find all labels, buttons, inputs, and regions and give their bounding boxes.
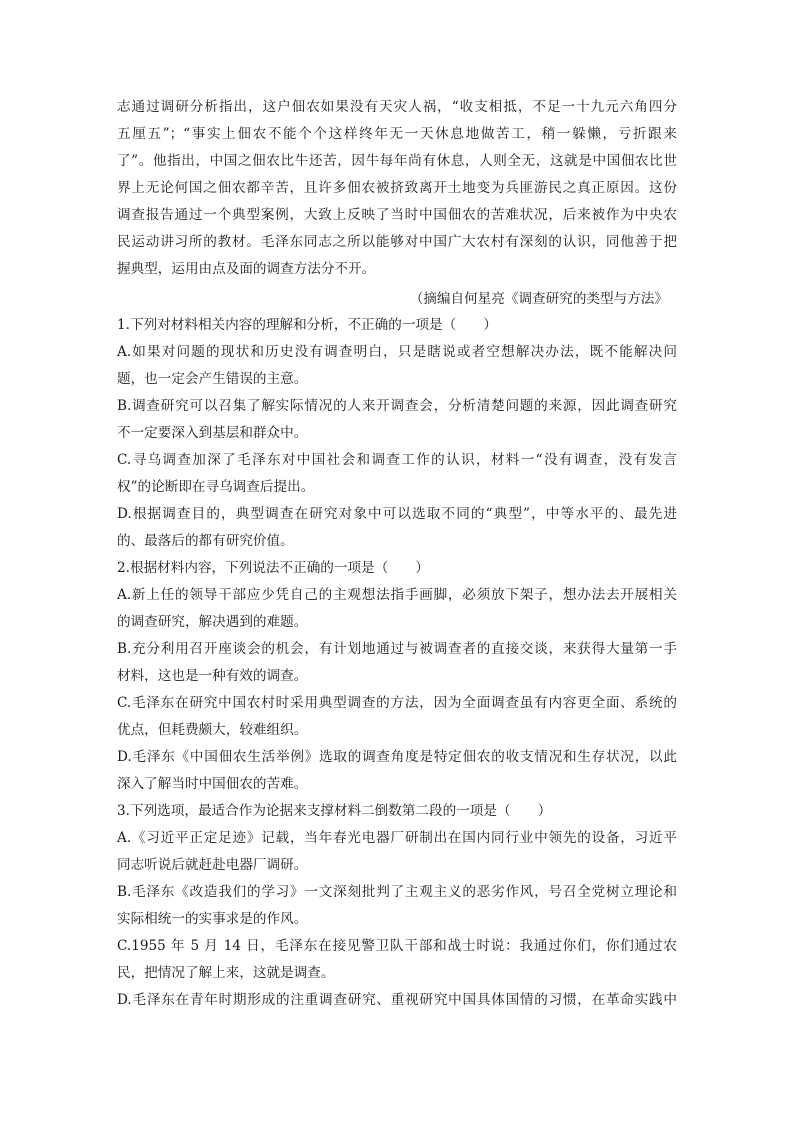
option-line: 同志听说后就赶赴电器厂调研。 <box>117 857 308 873</box>
option-line: 深入了解当时中国佃农的苦难。 <box>117 776 308 792</box>
option-line: 不一定要深入到基层和群众中。 <box>117 425 308 441</box>
source-citation: （摘编自何星亮《调查研究的类型与方法》 <box>409 291 668 307</box>
passage-line: 握典型，运用由点及面的调查方法分不开。 <box>117 261 376 277</box>
option-line: A.如果对问题的现状和历史没有调查明白，只是瞎说或者空想解决办法，既不能解决问 <box>117 344 677 360</box>
option-line: A.新上任的领导干部应少凭自己的主观想法指手画脚，必须放下架子，想办法去开展相关 <box>117 587 677 603</box>
option-line: B.调查研究可以召集了解实际情况的人来开调查会，分析清楚问题的来源，因此调查研究 <box>117 398 677 414</box>
option-line: 民，把情况了解上来，这就是调查。 <box>117 965 335 981</box>
option-line: 的、最落后的都有研究价值。 <box>117 533 294 549</box>
option-d[interactable] <box>117 987 677 1014</box>
option-d[interactable] <box>117 744 677 798</box>
question-stem: 1.下列对材料相关内容的理解和分析，不正确的一项是（ ） <box>117 317 497 333</box>
option-line: C.1955 年 5 月 14 日，毛泽东在接见警卫队干部和战士时说：我通过你们，你们通过农 <box>117 938 677 954</box>
option-line: 材料，这也是一种有效的调查。 <box>117 668 308 684</box>
passage-line: 界上无论何国之佃农都辛苦，且许多佃农被挤致离开土地变为兵匪游民之真正原因。这份 <box>117 180 677 196</box>
option-line: D.根据调查目的，典型调查在研究对象中可以选取不同的“典型”，中等水平的、最先进 <box>117 506 677 522</box>
option-b[interactable] <box>117 879 677 933</box>
option-line: 题，也一定会产生错误的主意。 <box>117 371 308 387</box>
passage <box>117 94 677 283</box>
question-2 <box>117 555 677 798</box>
option-line: B.毛泽东《改造我们的学习》一文深刻批判了主观主义的恶劣作风，号召全党树立理论和 <box>117 884 677 900</box>
option-line: 权”的论断即在寻乌调查后提出。 <box>117 479 315 495</box>
option-line: 的调查研究，解决遇到的难题。 <box>117 614 308 630</box>
question-list <box>117 312 677 1014</box>
passage-line: 五厘五”；“事实上佃农不能个个这样终年无一天休息地做苦工，稍一躲懒，亏折跟来 <box>117 126 677 142</box>
question-stem: 2.根据材料内容，下列说法不正确的一项是（ ） <box>117 560 430 576</box>
option-line: C.毛泽东在研究中国农村时采用典型调查的方法，因为全面调查虽有内容更全面、系统的 <box>117 695 677 711</box>
option-a[interactable] <box>117 582 677 636</box>
option-a[interactable] <box>117 825 677 879</box>
option-c[interactable] <box>117 690 677 744</box>
option-line: B.充分利用召开座谈会的机会，有计划地通过与被调查者的直接交谈，来获得大量第一手 <box>117 641 677 657</box>
passage-line: 了”。他指出，中国之佃农比牛还苦，因牛每年尚有休息，人则全无，这就是中国佃农比世 <box>117 153 677 169</box>
option-line: 优点，但耗费颇大，较难组织。 <box>117 722 308 738</box>
option-line: C.寻乌调查加深了毛泽东对中国社会和调查工作的认识，材料一“没有调查，没有发言 <box>117 452 677 468</box>
passage-line: 志通过调研分析指出，这户佃农如果没有天灾人祸，“收支相抵，不足一十九元六角四分 <box>117 99 677 115</box>
option-b[interactable] <box>117 636 677 690</box>
option-a[interactable] <box>117 339 677 393</box>
option-line: 实际相统一的实事求是的作风。 <box>117 911 308 927</box>
passage-line: 调查报告通过一个典型案例，大致上反映了当时中国佃农的苦难状况，后来被作为中央农 <box>117 207 677 223</box>
option-line: D.毛泽东《中国佃农生活举例》选取的调查角度是特定佃农的收支情况和生存状况，以此 <box>117 749 677 765</box>
passage-line: 民运动讲习所的教材。毛泽东同志之所以能够对中国广大农村有深刻的认识，同他善于把 <box>117 234 677 250</box>
option-line: A.《习近平正定足迹》记载，当年春光电器厂研制出在国内同行业中领先的设备，习近平 <box>117 830 677 846</box>
question-3 <box>117 798 677 1014</box>
option-c[interactable] <box>117 933 677 987</box>
question-stem: 3.下列选项，最适合作为论据来支撑材料二倒数第二段的一项是（ ） <box>117 803 552 819</box>
option-line: D.毛泽东在青年时期形成的注重调查研究、重视研究中国具体国情的习惯，在革命实践中 <box>117 992 677 1008</box>
option-b[interactable] <box>117 393 677 447</box>
option-d[interactable] <box>117 501 677 555</box>
question-1 <box>117 312 677 555</box>
option-c[interactable] <box>117 447 677 501</box>
